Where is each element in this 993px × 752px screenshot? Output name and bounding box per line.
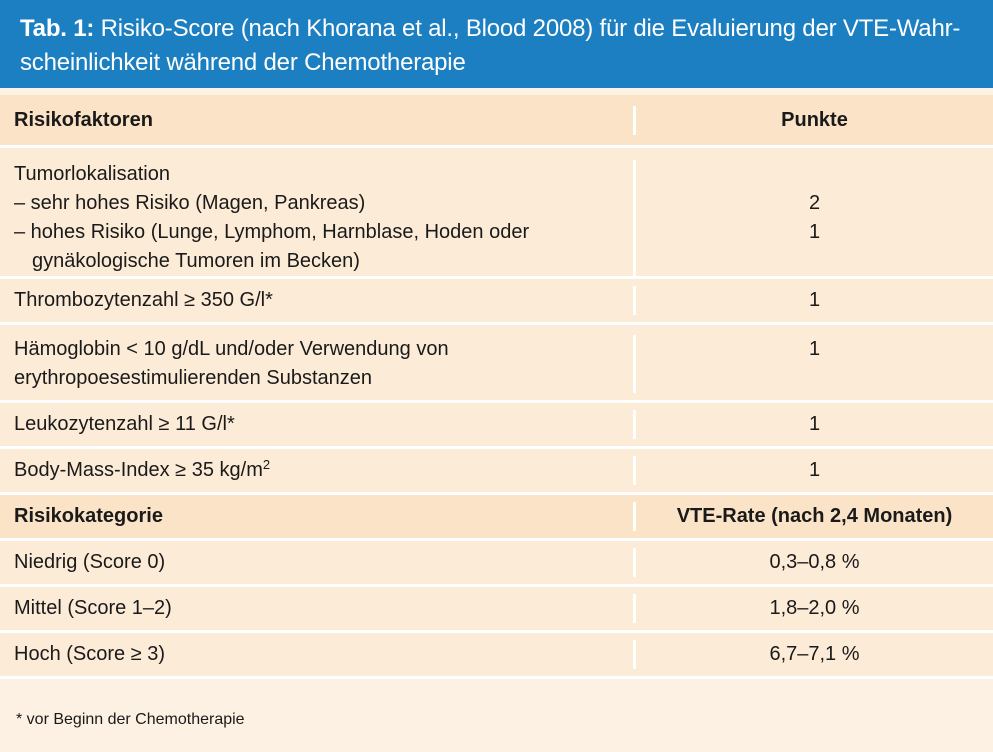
- table-row-category-high: [0, 633, 993, 679]
- category-medium-label: Mittel (Score 1–2): [0, 594, 636, 623]
- tumor-very-high-points: 2: [808, 192, 821, 214]
- title-text-1: Risiko-Score (nach Khorana et al., Blood 2008) für die Evaluierung der VTE-Wahr-: [94, 15, 961, 42]
- bmi-cell: [0, 456, 636, 485]
- risk-score-table: [0, 95, 993, 679]
- category-low-label: Niedrig (Score 0): [0, 548, 636, 577]
- footnote: * vor Beginn der Chemotherapie: [0, 687, 993, 752]
- header-row-risk-category: [0, 495, 993, 541]
- category-low-rate: 0,3–0,8 %: [769, 551, 860, 573]
- platelets-label: Thrombozytenzahl ≥ 350 G/l*: [0, 286, 636, 315]
- tumor-high-risk-line-1: – hohes Risiko (Lunge, Lymphom, Harnblase, Hoden oder: [14, 221, 530, 243]
- table-row-category-low: [0, 541, 993, 587]
- header-points: Punkte: [781, 108, 848, 131]
- table-row-hemoglobin: [0, 325, 993, 403]
- tumor-high-points: 1: [808, 221, 821, 243]
- category-medium-rate: 1,8–2,0 %: [769, 597, 860, 619]
- header-vte-rate: VTE-Rate (nach 2,4 Monaten): [676, 505, 953, 527]
- header-risk-factors: Risikofaktoren: [0, 106, 636, 135]
- bmi-points: 1: [808, 459, 821, 481]
- leukocytes-label: Leukozytenzahl ≥ 11 G/l*: [0, 410, 636, 439]
- category-high-rate: 6,7–7,1 %: [769, 643, 860, 665]
- tumor-high-risk-line-2: gynäkologische Tumoren im Becken): [32, 250, 360, 272]
- hemoglobin-points: 1: [808, 338, 821, 360]
- title-line-1: [20, 12, 977, 46]
- table-row-leukocytes: [0, 403, 993, 449]
- header-row-risk-factors: [0, 95, 993, 148]
- category-high-label: Hoch (Score ≥ 3): [0, 640, 636, 669]
- header-risk-category: Risikokategorie: [0, 502, 636, 531]
- tumor-location-title: Tumorlokalisation: [14, 163, 170, 185]
- hemoglobin-line-1: Hämoglobin < 10 g/dL und/oder Verwendung von: [14, 338, 449, 360]
- hemoglobin-cell: [0, 335, 636, 393]
- leukocytes-points: 1: [808, 413, 821, 435]
- platelets-points: 1: [808, 289, 821, 311]
- table-row-bmi: [0, 449, 993, 495]
- table-row-category-medium: [0, 587, 993, 633]
- title-line-2: scheinlichkeit während der Chemotherapie: [20, 49, 466, 76]
- tumor-points-cell: [636, 160, 993, 247]
- table-row-platelets: [0, 279, 993, 325]
- tumor-location-cell: [0, 160, 636, 276]
- bmi-superscript: 2: [262, 457, 271, 472]
- hemoglobin-line-2: erythropoesestimulierenden Substanzen: [14, 367, 372, 389]
- table-number-label: Tab. 1:: [20, 15, 95, 42]
- table-row-tumor-location: [0, 148, 993, 279]
- bmi-label: Body-Mass-Index ≥ 35 kg/m: [14, 459, 263, 481]
- table-title: [0, 0, 993, 88]
- tumor-very-high-risk: – sehr hohes Risiko (Magen, Pankreas): [14, 192, 366, 214]
